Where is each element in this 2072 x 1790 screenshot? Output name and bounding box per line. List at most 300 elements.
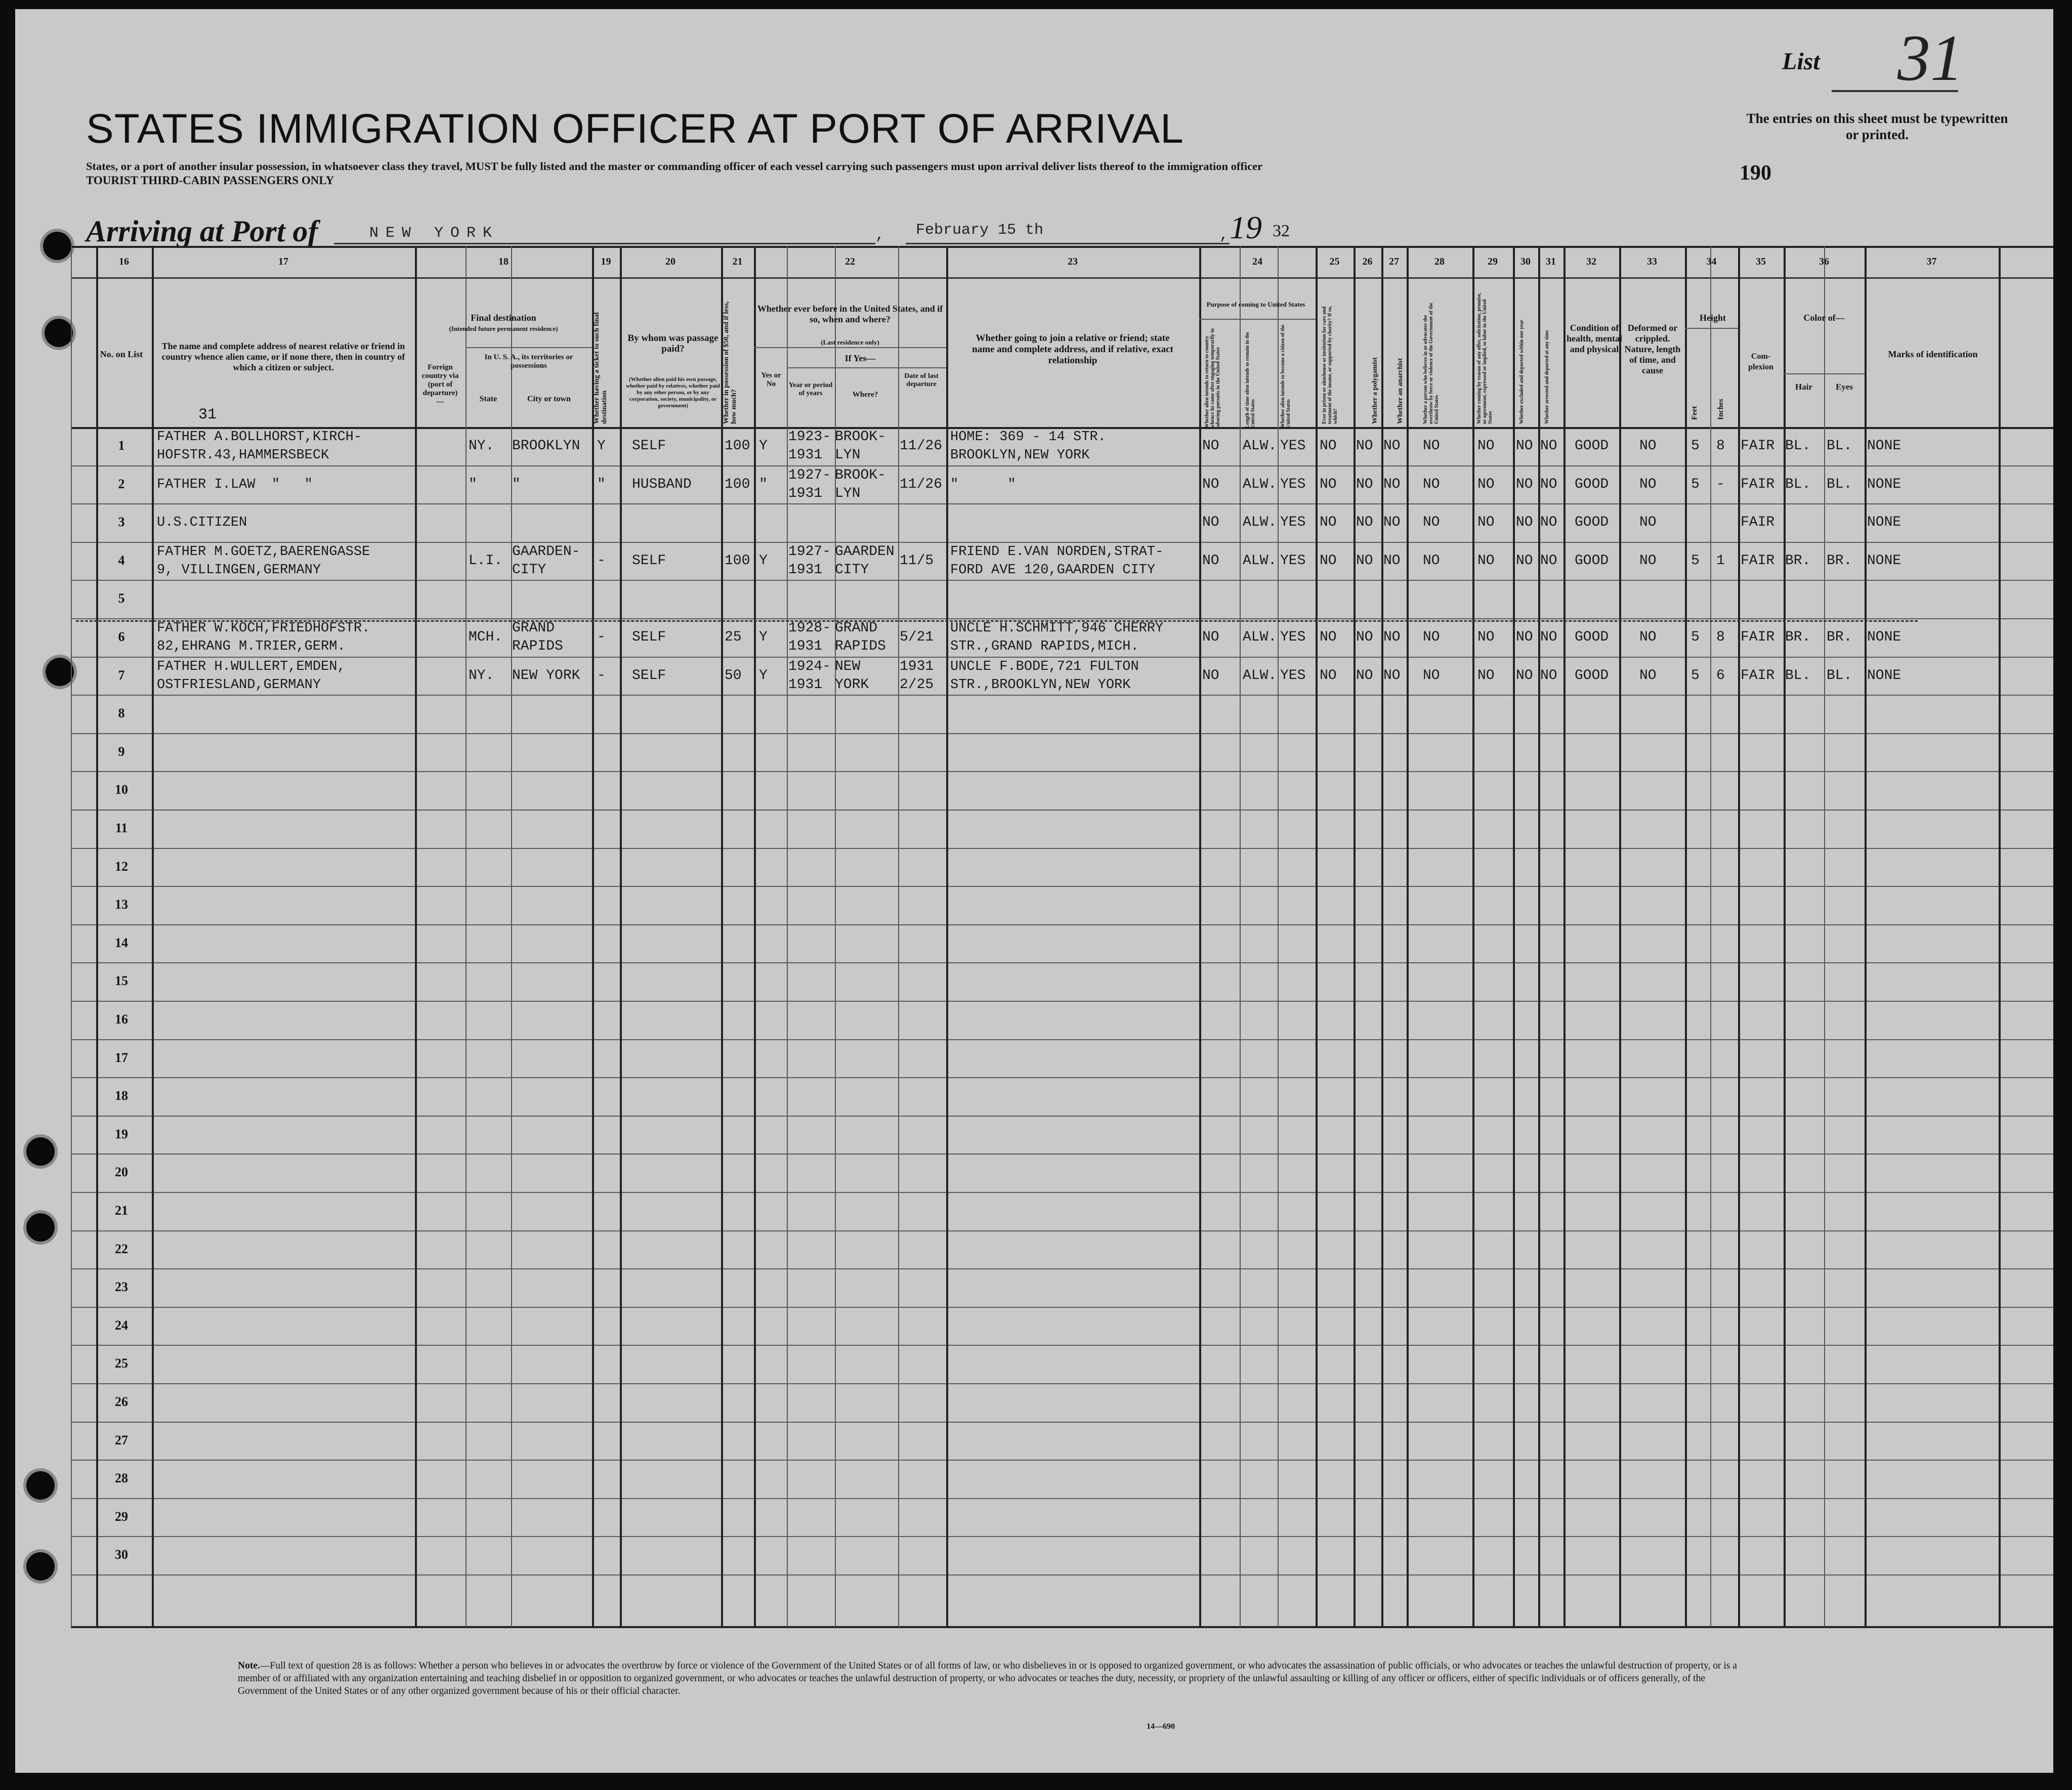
column-line [152, 246, 154, 1627]
cell-feet: 5 [1691, 629, 1700, 645]
cell-before: " [759, 476, 768, 492]
cell-health: GOOD [1575, 552, 1609, 569]
cell-c25: NO [1320, 515, 1337, 531]
header-arrested: Whether arrested and deported at any time [1544, 330, 1550, 424]
cell-citizen: YES [1280, 515, 1306, 531]
cell-where: GRAND RAPIDS [835, 620, 886, 654]
cell-inches: 8 [1716, 438, 1725, 454]
column-number: 28 [1434, 256, 1445, 267]
cell-marks: NONE [1867, 476, 1901, 492]
cell-c31: NO [1540, 476, 1557, 492]
page-title: STATES IMMIGRATION OFFICER AT PORT OF ARRIVAL [86, 106, 1184, 152]
cell-length: ALW. [1243, 667, 1277, 684]
row-number: 13 [115, 897, 128, 912]
column-number: 29 [1488, 256, 1498, 267]
cell-where: BROOK- LYN [835, 429, 886, 463]
column-line [1563, 246, 1566, 1627]
row-number: 29 [115, 1509, 128, 1524]
cell-before: Y [759, 552, 768, 569]
cell-state: L.I. [469, 552, 503, 569]
row-number: 3 [118, 515, 125, 529]
row-line [71, 1230, 2053, 1231]
row-line [71, 1154, 2053, 1155]
header-no-on-list: No. on List [100, 349, 143, 359]
header-color: Color of— [1803, 313, 1845, 323]
cell-c27: NO [1383, 629, 1401, 645]
row-line [71, 1077, 2053, 1078]
cell-deformed: NO [1639, 667, 1657, 684]
header-hair: Hair [1795, 382, 1812, 392]
colnum-border [71, 277, 2053, 279]
row-line [71, 962, 2053, 963]
cell-ticket: - [597, 629, 606, 645]
cell-length: ALW. [1243, 515, 1277, 531]
header-join: Whether going to join a relative or friend; state name and complete address, and if relative, exact relationship [972, 333, 1173, 366]
cell-complexion: FAIR [1741, 629, 1775, 645]
column-number: 35 [1756, 256, 1766, 267]
cell-c31: NO [1540, 667, 1557, 684]
cell-join: " " [950, 477, 1016, 492]
column-number: 23 [1068, 256, 1078, 267]
cell-c29: NO [1477, 515, 1495, 531]
cell-before: Y [759, 629, 768, 645]
header-purpose-b: Length of time alien intends to remain in the United States [1245, 332, 1256, 428]
row-line [71, 1536, 2053, 1537]
row-number: 23 [115, 1280, 128, 1294]
header-labor: Whether coming by reason of any offer, solicitation, promise, or agreement, expressed or implied, to labor in the United States [1476, 292, 1493, 424]
table-bottom-border [71, 1626, 2053, 1628]
cell-hair: BL. [1785, 667, 1811, 684]
cell-complexion: FAIR [1741, 552, 1775, 569]
cell-citizen: YES [1280, 629, 1306, 645]
cell-marks: NONE [1867, 515, 1901, 531]
list-number: 31 [1897, 22, 1963, 95]
column-line [1278, 246, 1279, 1627]
cell-feet: 5 [1691, 667, 1700, 684]
cell-c31: NO [1540, 515, 1557, 531]
header-foreign-country: Foreign country via (port of departure)— [421, 363, 459, 406]
cell-c30: NO [1516, 667, 1533, 684]
column-line [620, 246, 622, 1627]
cell-rel: FATHER M.GOETZ,BAERENGASSE 9, VILLINGEN,GERMANY [157, 544, 370, 578]
class-line: TOURIST THIRD-CABIN PASSENGERS ONLY [86, 174, 334, 187]
cell-feet: 5 [1691, 438, 1700, 454]
column-number: 27 [1389, 256, 1399, 267]
comma: , [1219, 227, 1229, 244]
cell-ticket: - [597, 667, 606, 684]
cell-city: BROOKLYN [512, 438, 580, 454]
cell-c27: NO [1383, 476, 1401, 492]
row-number: 30 [115, 1547, 128, 1562]
column-line [754, 246, 756, 1627]
column-number: 20 [665, 256, 675, 267]
row-line [71, 1268, 2053, 1269]
footnote [238, 1659, 1746, 1697]
row-line [71, 1192, 2053, 1193]
column-number: 18 [498, 256, 509, 267]
row-line [71, 733, 2053, 734]
row-line [71, 580, 2053, 581]
cell-purpose: NO [1202, 629, 1219, 645]
cell-city: " [512, 476, 521, 492]
row-number: 26 [115, 1394, 128, 1409]
column-number: 34 [1706, 256, 1717, 267]
cell-inches: - [1716, 476, 1725, 492]
row-number: 8 [118, 706, 125, 720]
cell-feet: 5 [1691, 552, 1700, 569]
row-number: 21 [115, 1203, 128, 1218]
cell-paid: SELF [632, 438, 666, 454]
cell-c28: NO [1423, 438, 1440, 454]
row-number: 7 [118, 668, 125, 683]
comma: , [875, 227, 885, 244]
cell-date: 11/5 [900, 552, 934, 569]
cell-money: 100 [725, 552, 750, 569]
column-number: 31 [1546, 256, 1556, 267]
cell-rel: U.S.CITIZEN [157, 515, 247, 531]
header-sub-line [1199, 319, 1316, 320]
cell-purpose: NO [1202, 438, 1219, 454]
row-line [71, 1574, 2053, 1575]
header-health: Condition of health, mental and physical [1567, 323, 1622, 354]
row-line [71, 1422, 2053, 1423]
column-line [415, 246, 417, 1627]
cell-hair: BL. [1785, 476, 1811, 492]
cell-c29: NO [1477, 438, 1495, 454]
cell-c26: NO [1356, 667, 1373, 684]
cell-city: GAARDEN- CITY [512, 543, 580, 578]
header-purpose-c: Whether alien intends to become a citizen of the United States [1280, 324, 1291, 428]
row-line [71, 1116, 2053, 1117]
cell-purpose: NO [1202, 552, 1219, 569]
column-number: 37 [1926, 256, 1937, 267]
cell-years: 1924- 1931 [788, 658, 831, 693]
cell-before: Y [759, 667, 768, 684]
header-money: Whether in possession of $50, and if less, how much? [723, 301, 738, 424]
cell-join: HOME: 369 - 14 STR. BROOKLYN,NEW YORK [950, 430, 1106, 463]
column-line [721, 246, 723, 1627]
header-where: Where? [852, 391, 878, 399]
subtitle: States, or a port of another insular possession, in whatsoever class they travel, MUST be fully listed and the master or commanding officer of each vessel carrying such passengers must upon arrival deliver lists thereof to the immigration officer [86, 160, 1263, 173]
cell-purpose: NO [1202, 515, 1219, 531]
header-usa: In U. S. A., its territories or possessions [484, 353, 573, 370]
cell-city: GRAND RAPIDS [512, 620, 563, 654]
cell-join: UNCLE F.BODE,721 FULTON STR.,BROOKLYN,NEW YORK [950, 659, 1139, 693]
row-number: 19 [115, 1127, 128, 1141]
header-yes-no: Yes or No [761, 371, 781, 388]
row-number: 5 [118, 591, 125, 606]
year-prefix: 19 [1230, 209, 1262, 245]
cell-eyes: BL. [1827, 476, 1852, 492]
dashed-cancel-line [76, 620, 1918, 622]
cell-years: 1928- 1931 [788, 620, 831, 654]
cell-feet: 5 [1691, 476, 1700, 492]
cell-complexion: FAIR [1741, 515, 1775, 531]
cell-c28: NO [1423, 476, 1440, 492]
column-line [1199, 246, 1201, 1627]
form-code: 190 [1740, 161, 1771, 185]
note-text: —Full text of question 28 is as follows: Whether a person who believes in or advocates the overthrow by force or violence of the Government of the United States or of all forms of law, or who disbelieves in or is opposed to organized government, or who advocates the assassination of public officials, or who advocates or teaches the unlawful destruction of property, or is a member of or affiliated with any organization entertaining and teaching disbelief in or opposition to organized government, or who advocates or teaches the unlawful destruction of property, or who advocates or teaches the duty, necessity, or propriety of the unlawful assaulting or killing of any officer or officers, either of specific individuals or of officers generally, of the Government of the United States or of any other organized government because of his or their official character. [238, 1660, 1737, 1696]
cell-city: NEW YORK [512, 667, 580, 684]
year-suffix: 32 [1273, 222, 1290, 240]
cell-purpose: NO [1202, 476, 1219, 492]
column-number: 19 [601, 256, 611, 267]
cell-c28: NO [1423, 515, 1440, 531]
header-sub-line [1685, 328, 1738, 329]
arriving-label: Arriving at Port of [86, 215, 318, 248]
cell-health: GOOD [1575, 629, 1609, 645]
header-marks: Marks of identification [1888, 349, 1978, 359]
cell-paid: SELF [632, 552, 666, 569]
cell-c25: NO [1320, 667, 1337, 684]
row-number: 2 [118, 477, 125, 491]
cell-ticket: Y [597, 438, 606, 454]
cell-c26: NO [1356, 515, 1373, 531]
cell-ticket: " [597, 476, 606, 492]
header-excluded: Whether excluded and deported within one year [1519, 320, 1525, 424]
header-feet: Feet [1690, 406, 1699, 420]
column-number: 32 [1586, 256, 1596, 267]
cell-c27: NO [1383, 438, 1401, 454]
row-line [71, 1001, 2053, 1002]
cell-deformed: NO [1639, 438, 1657, 454]
table-top-border [71, 246, 2053, 248]
row-line [71, 1345, 2053, 1346]
row-line [71, 1039, 2053, 1040]
manifest-table [15, 9, 2053, 1773]
row-number: 28 [115, 1471, 128, 1485]
header-complexion: Com-plexion [1748, 352, 1773, 371]
cell-eyes: BL. [1827, 438, 1852, 454]
row-line [71, 771, 2053, 772]
column-line [1685, 246, 1687, 1627]
column-line [1619, 246, 1621, 1627]
header-anarchist: Whether an anarchist [1397, 358, 1404, 424]
cell-date: 5/21 [900, 629, 934, 645]
column-number: 25 [1329, 256, 1340, 267]
cell-hair: BR. [1785, 629, 1811, 645]
header-relative: The name and complete address of nearest relative or friend in country whence alien came, or if none there, then in country of which a citizen or subject. [161, 341, 405, 372]
column-line [1513, 246, 1515, 1627]
cell-rel: FATHER I.LAW " " [157, 477, 313, 492]
cell-eyes: BR. [1827, 629, 1852, 645]
cell-c27: NO [1383, 552, 1401, 569]
header-state: State [479, 395, 497, 403]
row-number: 10 [115, 782, 128, 797]
cell-date: 1931 2/25 [900, 658, 934, 693]
cell-before: Y [759, 438, 768, 454]
column-line [1354, 246, 1356, 1627]
row-line [71, 848, 2053, 849]
cell-purpose: NO [1202, 667, 1219, 684]
cell-marks: NONE [1867, 667, 1901, 684]
cell-rel: FATHER H.WULLERT,EMDEN, OSTFRIESLAND,GERMANY [157, 659, 346, 693]
row-line [71, 1307, 2053, 1308]
cell-where: NEW YORK [835, 658, 869, 693]
cell-inches: 8 [1716, 629, 1725, 645]
header-polygamist: Whether a polygamist [1371, 357, 1379, 424]
column-line [1999, 246, 2001, 1627]
cell-c25: NO [1320, 552, 1337, 569]
row-line [71, 886, 2053, 887]
row-number: 4 [118, 553, 125, 568]
cell-years: 1927- 1931 [788, 467, 831, 501]
column-line [787, 246, 788, 1627]
cell-ticket: - [597, 552, 606, 569]
cell-rel: FATHER A.BOLLHORST,KIRCH- HOFSTR.43,HAMMERSBECK [157, 430, 362, 463]
cell-money: 100 [725, 476, 750, 492]
cell-health: GOOD [1575, 438, 1609, 454]
cell-deformed: NO [1639, 629, 1657, 645]
header-inches: Inches [1717, 399, 1725, 420]
cell-c29: NO [1477, 476, 1495, 492]
cell-c29: NO [1477, 667, 1495, 684]
row-line [71, 924, 2053, 925]
cell-c25: NO [1320, 476, 1337, 492]
column-line [592, 246, 594, 1627]
header-height: Height [1700, 313, 1726, 323]
cell-c30: NO [1516, 476, 1533, 492]
row-number: 17 [115, 1050, 128, 1065]
cell-years: 1923- 1931 [788, 429, 831, 463]
header-paid-sub: (Whether alien paid his own passage, whether paid by relatives, whether paid by any other person, or by any corporation, society, municipality, or government) [626, 376, 720, 409]
column-number: 26 [1362, 256, 1373, 267]
header-before-us: Whether ever before in the United States, and if so, when and where? [757, 304, 943, 324]
row-number: 12 [115, 859, 128, 874]
cell-marks: NONE [1867, 438, 1901, 454]
manifest-sheet [15, 9, 2053, 1773]
column-number: 22 [845, 256, 855, 267]
cell-health: GOOD [1575, 515, 1609, 531]
cell-deformed: NO [1639, 476, 1657, 492]
cell-c30: NO [1516, 438, 1533, 454]
header-sub-line [1784, 373, 1865, 374]
cell-paid: SELF [632, 629, 666, 645]
cell-marks: NONE [1867, 552, 1901, 569]
cell-date: 11/26 [900, 438, 943, 454]
cell-c27: NO [1383, 515, 1401, 531]
date-value: February 15 th [916, 222, 1044, 239]
row-line [71, 1460, 2053, 1461]
cell-paid: SELF [632, 667, 666, 684]
header-years: Year or period of years [788, 381, 833, 397]
row-number: 20 [115, 1165, 128, 1179]
cell-state: " [469, 476, 477, 492]
cell-c30: NO [1516, 552, 1533, 569]
cell-join: UNCLE H.SCHMITT,946 CHERRY STR.,GRAND RAPIDS,MICH. [950, 621, 1164, 654]
cell-c28: NO [1423, 667, 1440, 684]
cell-money: 100 [725, 438, 750, 454]
cell-complexion: FAIR [1741, 438, 1775, 454]
row-number: 24 [115, 1318, 128, 1333]
header-purpose-a: Whether alien intends to return to country whence he came after engaging temporarily in laboring pursuits in the United States [1204, 328, 1221, 428]
header-sub-line [787, 367, 946, 368]
column-line [1710, 246, 1711, 1627]
column-line [71, 246, 72, 1627]
row-number: 11 [115, 821, 128, 835]
cell-c25: NO [1320, 438, 1337, 454]
cell-length: ALW. [1243, 476, 1277, 492]
cell-c25: NO [1320, 629, 1337, 645]
column-line [1738, 246, 1740, 1627]
column-number: 17 [278, 256, 288, 267]
column-line [898, 246, 899, 1627]
cell-c29: NO [1477, 552, 1495, 569]
row-line [71, 1383, 2053, 1384]
cell-length: ALW. [1243, 552, 1277, 569]
row-number: 16 [115, 1012, 128, 1027]
cell-deformed: NO [1639, 515, 1657, 531]
header-before-us-sub: (Last residence only) [821, 338, 879, 346]
column-line [1472, 246, 1474, 1627]
cell-c26: NO [1356, 438, 1373, 454]
column-line [466, 246, 467, 1627]
row-number: 22 [115, 1242, 128, 1256]
cell-eyes: BL. [1827, 667, 1852, 684]
header-if-yes: If Yes— [844, 353, 876, 363]
cell-state: NY. [469, 667, 494, 684]
note-label: Note. [238, 1660, 260, 1671]
cell-length: ALW. [1243, 629, 1277, 645]
cell-citizen: YES [1280, 552, 1306, 569]
cell-marks: NONE [1867, 629, 1901, 645]
form-number: 14—690 [1147, 1722, 1175, 1731]
port-value: NEW YORK [369, 225, 499, 242]
header-final-destination-sub: (Intended future permanent residence) [449, 325, 558, 332]
row-line [71, 503, 2053, 504]
header-prison: Ever in prison or almshouse or institution for care and treatment of the insane, or supported by charity? If so, which? [1322, 306, 1338, 424]
column-number: 33 [1647, 256, 1657, 267]
cell-inches: 6 [1716, 667, 1725, 684]
row-number: 18 [115, 1088, 128, 1103]
cell-hair: BR. [1785, 552, 1811, 569]
row-number: 14 [115, 935, 128, 950]
row-line [71, 695, 2053, 696]
column-number: 36 [1819, 256, 1829, 267]
cell-paid: HUSBAND [632, 476, 692, 492]
header-ticket: Whether having a ticket to such final destination [593, 312, 608, 424]
row-number: 25 [115, 1356, 128, 1371]
header-purpose: Purpose of coming to United States [1206, 301, 1305, 308]
cell-inches: 1 [1716, 552, 1725, 569]
row-line [71, 1498, 2053, 1499]
cell-c26: NO [1356, 476, 1373, 492]
column-line [1865, 246, 1867, 1627]
cell-c26: NO [1356, 629, 1373, 645]
header-date: Date of last departure [904, 372, 939, 388]
cell-c28: NO [1423, 552, 1440, 569]
cell-complexion: FAIR [1741, 667, 1775, 684]
header-final-destination: Final destination [471, 313, 536, 323]
cell-c31: NO [1540, 552, 1557, 569]
cell-money: 50 [725, 667, 742, 684]
column-line [1407, 246, 1409, 1627]
column-line [1240, 246, 1241, 1627]
row-number: 9 [118, 744, 125, 759]
cell-c31: NO [1540, 438, 1557, 454]
cell-citizen: YES [1280, 667, 1306, 684]
cell-complexion: FAIR [1741, 476, 1775, 492]
cell-health: GOOD [1575, 476, 1609, 492]
entries-note: The entries on this sheet must be typewritten or printed. [1746, 111, 2008, 142]
row-line [71, 809, 2053, 811]
cell-citizen: YES [1280, 476, 1306, 492]
cell-rel: FATHER W.KOCH,FRIEDHOFSTR. 82,EHRANG M.TRIER,GERM. [157, 621, 370, 654]
cell-c30: NO [1516, 515, 1533, 531]
header-sub-line [466, 347, 592, 348]
row-number: 1 [118, 438, 125, 453]
cell-eyes: BR. [1827, 552, 1852, 569]
